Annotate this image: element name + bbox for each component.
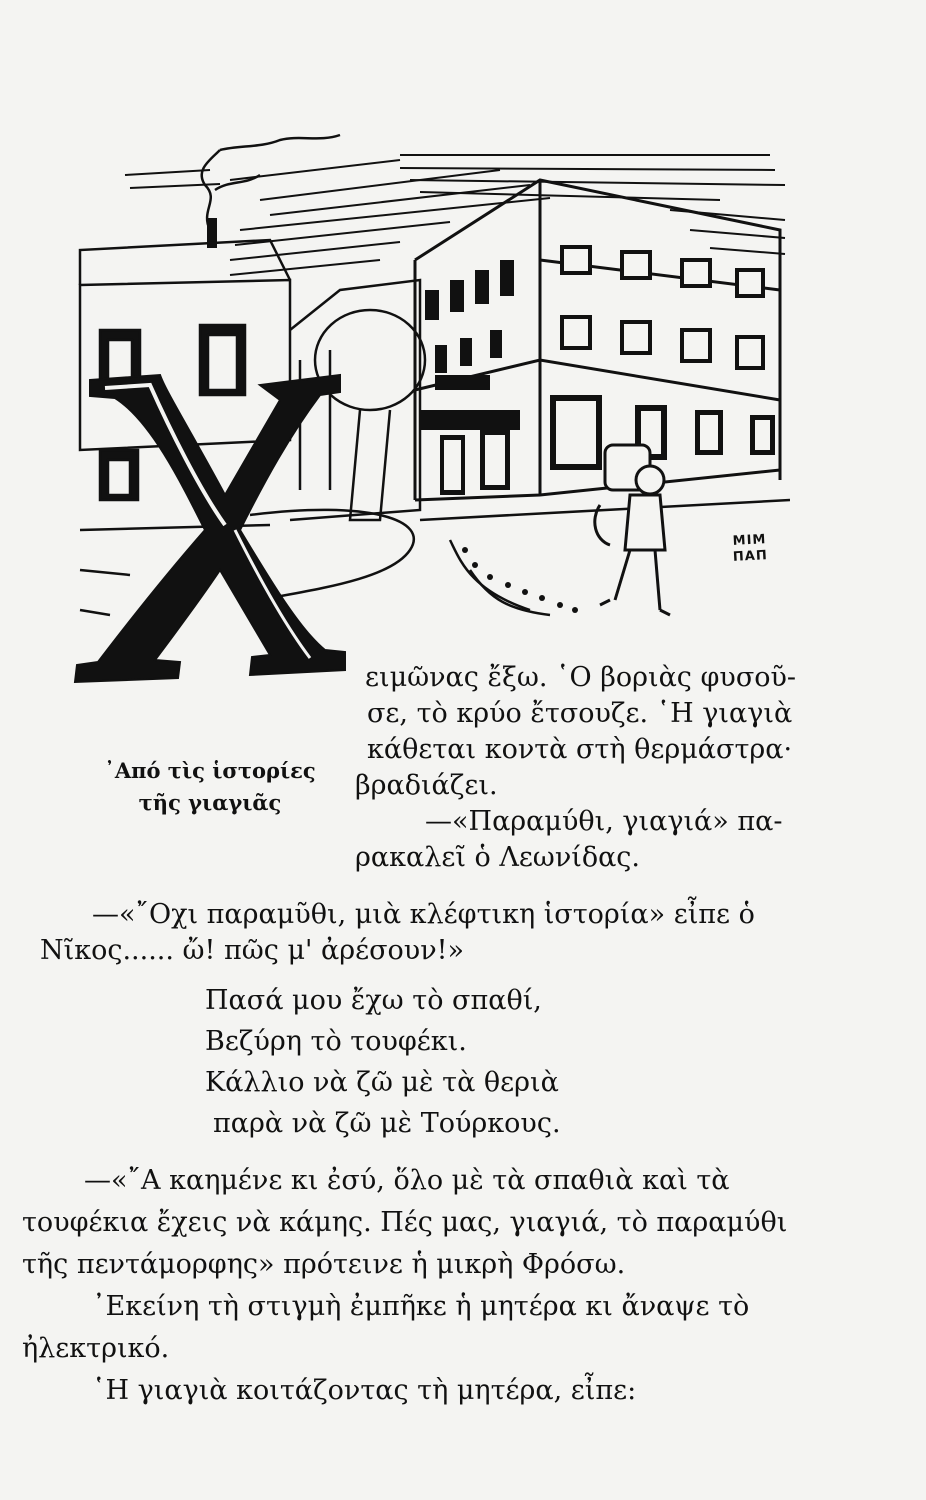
signature-line-1: ΜΙΜ (732, 532, 767, 549)
signature-line-2: ΠΑΠ (732, 548, 769, 565)
dialogue-paragraph-1 (40, 897, 820, 969)
sky-hatching (125, 155, 785, 275)
poem-verse (205, 980, 605, 1144)
text-line: ειμῶνας ἔξω. ῾Ο βοριὰς φυσοῦ- (365, 662, 797, 693)
opening-paragraph (355, 660, 815, 876)
caption-line-1: ᾿Από τὶς ἱστορίες (104, 758, 316, 783)
poem-line: Πασά μου ἔχω τὸ σπαθί, (205, 985, 542, 1016)
text-line: ἠλεκτρικό. (22, 1333, 170, 1364)
text-line: τῆς πεντάμορφης» πρότεινε ἡ μικρὴ Φρόσω. (22, 1249, 626, 1280)
text-line: —«Παραμύθι, γιαγιά» πα- (425, 806, 783, 837)
text-line: ρακαλεῖ ὁ Λεωνίδας. (355, 842, 641, 873)
illustrator-signature (709, 531, 791, 567)
text-line: τουφέκια ἔχεις νὰ κάμης. Πές μας, γιαγιά, τὸ παραμύθι (22, 1207, 788, 1238)
poem-line: παρὰ νὰ ζῶ μὲ Τούρκους. (213, 1108, 561, 1139)
text-line: ῾Η γιαγιὰ κοιτάζοντας τὴ μητέρα, εἶπε: (92, 1375, 637, 1406)
text-line: —«῎Α καημένε κι ἐσύ, ὅλο μὲ τὰ σπαθιὰ καὶ τὰ (84, 1165, 730, 1196)
text-line: βραδιάζει. (355, 770, 498, 801)
poem-line: Κάλλιο νὰ ζῶ μὲ τὰ θεριὰ (205, 1067, 559, 1098)
poem-line: Βεζύρη τὸ τουφέκι. (205, 1026, 467, 1057)
chapter-caption (70, 755, 350, 819)
street-illustration (70, 130, 790, 690)
caption-line-2: τῆς γιαγιᾶς (138, 790, 282, 815)
text-line: κάθεται κοντὰ στὴ θερμάστρα· (367, 734, 793, 765)
traveller-figure (595, 445, 670, 615)
footprints (462, 547, 578, 613)
text-line: ᾿Εκείνη τὴ στιγμὴ ἐμπῆκε ἡ μητέρα κι ἄναψε τὸ (92, 1291, 750, 1322)
text-line: —«῎Οχι παραμῦθι, μιὰ κλέφτικη ἱστορία» εἶπε ὁ (92, 899, 755, 930)
text-line: σε, τὸ κρύο ἔτσουζε. ῾Η γιαγιὰ (367, 698, 793, 729)
dialogue-paragraph-2 (22, 1160, 822, 1412)
text-line: Νῖκος...... ὤ! πῶς μ' ἀρέσουν!» (40, 935, 464, 966)
